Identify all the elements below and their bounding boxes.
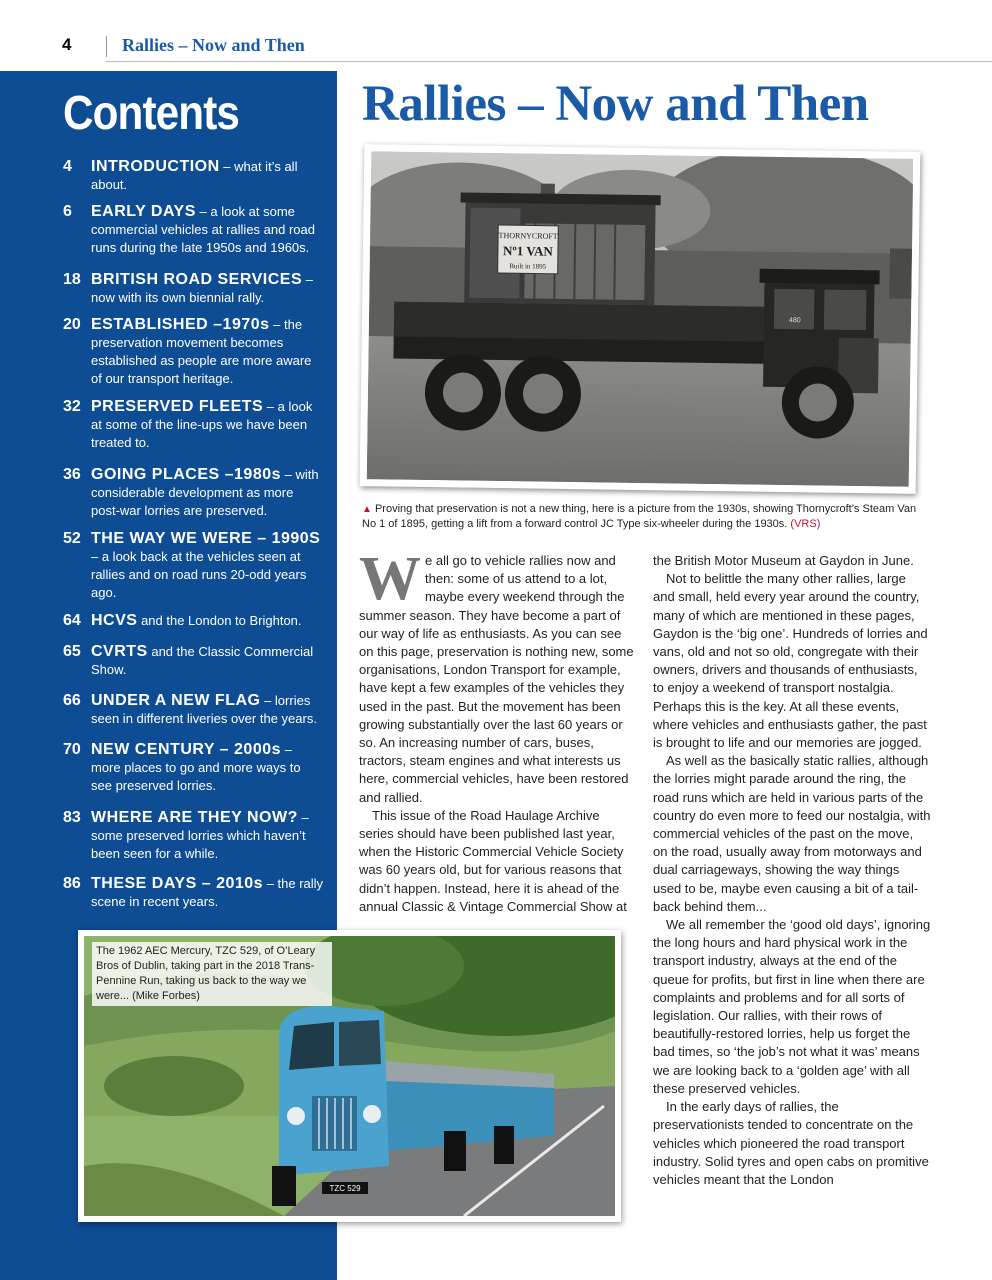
contents-item	[63, 397, 325, 452]
body-paragraph: In the early days of rallies, the preservationists tended to concentrate on the vehicles which pioneered the road transport industry. Solid tyres and open cabs on promitive vehicles meant that the London	[653, 1099, 929, 1187]
top-caption-credit: (VRS)	[790, 518, 821, 530]
contents-item-heading: UNDER A NEW FLAG	[91, 692, 261, 709]
contents-item-description: and the Classic Commercial Show.	[91, 644, 314, 677]
cab-number: 480	[788, 317, 801, 325]
contents-item	[63, 611, 325, 630]
top-photo-caption	[362, 502, 932, 531]
top-caption-text: Proving that preservation is not a new thing, here is a picture from the 1930s, showing Thornycroft’s Steam Van No 1 of 1895, getting a lift from a forward control JC Type six-wheeler during the 1930s.	[362, 503, 917, 530]
contents-item-page: 70	[63, 741, 81, 758]
contents-item-heading: NEW CENTURY – 2000s	[91, 741, 282, 758]
page-number: 4	[62, 35, 72, 54]
body-paragraph: We all remember the ‘good old days’, ignoring the long hours and hard physical work in the transport industry, always at the end of the queue for profits, but first in line when there are complaints and problems and for all sorts of legislation. Our rallies, with their rows of beautifully-restored lorries, help us forget the bad times, so ‘the job’s not what it was’ means we are looking back to a ‘golden age’ with all these preserved vehicles.	[653, 917, 931, 1096]
header-separator	[106, 36, 107, 57]
contents-item-heading: GOING PLACES –1980s	[91, 466, 282, 483]
contents-item-page: 32	[63, 398, 81, 415]
header-rule	[106, 61, 992, 62]
contents-item	[63, 874, 325, 911]
contents-item	[63, 157, 325, 194]
number-plate: TZC 529	[329, 1184, 361, 1193]
contents-item	[63, 202, 325, 257]
running-header	[0, 0, 992, 62]
article-title: Rallies – Now and Then	[362, 76, 869, 132]
contents-item-page: 66	[63, 692, 81, 709]
contents-item-description: and the London to Brighton.	[137, 613, 302, 628]
contents-item	[63, 270, 325, 307]
van-sign-line3: Built in 1895	[509, 262, 547, 271]
contents-item-page: 36	[63, 466, 81, 483]
thornycroft-lorry-image	[367, 151, 914, 487]
contents-item-heading: CVRTS	[91, 643, 148, 660]
contents-item-page: 64	[63, 612, 81, 629]
body-paragraph: As well as the basically static rallies, although the lorries might parade around the ring, the road runs which are held in various parts of the country do even more to feed our nostalgia, with commercial vehicles of the past on the move, on the road, usually away from motorways and dual carriageways, showing the way things used to be, maybe even causing a bit of a tail-back behind them...	[653, 753, 931, 914]
bottom-photo-caption: The 1962 AEC Mercury, TZC 529, of O’Leary Bros of Dublin, taking part in the 2018 Trans-Pennine Run, taking us back to the way we were... (Mike Forbes)	[92, 942, 332, 1006]
running-title: Rallies – Now and Then	[122, 35, 305, 55]
contents-item-heading: WHERE ARE THEY NOW?	[91, 809, 298, 826]
contents-list	[63, 157, 325, 919]
van-sign-line2: Nº1 VAN	[502, 243, 553, 259]
van-sign-line1: THORNYCROFT	[498, 231, 558, 241]
contents-item-heading: THE WAY WE WERE – 1990S	[91, 530, 321, 547]
body-paragraph: This issue of the Road Haulage Archive series should have been published last year, when the Historic Commercial Vehicle Society was 60 years old, but for various reasons that didn’t happen. Instead, here it is ahead of the annual Classic & Vintage Commercial Show at	[359, 807, 627, 914]
contents-title: Contents	[63, 87, 239, 140]
contents-item-description: – the preservation movement becomes established as people are more aware of our transport heritage.	[91, 317, 312, 386]
contents-item-heading: BRITISH ROAD SERVICES	[91, 271, 303, 288]
contents-item	[63, 691, 325, 728]
contents-item	[63, 529, 325, 602]
body-paragraph: We all go to vehicle rallies now and then: some of us attend to a lot, maybe every weekend through the summer season. They have become a part of our way of life as enthusiasts. As you can see on this page, preservation is nothing new, some organisations, London Transport for example, have kept a few examples of the vehicles they used in the past. But the movement has been growing substantially over the last 60 years or so. An increasing number of cars, buses, tractors, steam engines and what interests us here, commercial vehicles, have been restored and rallied.	[359, 545, 634, 805]
contents-item-heading: HCVS	[91, 612, 138, 629]
contents-item-description: – a look at some of the line-ups we have been treated to.	[91, 399, 313, 450]
contents-item	[63, 465, 325, 520]
body-paragraph: Not to belittle the many other rallies, large and small, held every year around the country, many of which are mentioned in these pages, Gaydon is the ‘big one’. Hundreds of lorries and vans, old and not so old, congregate with their owners, drivers and thousands of enthusiasts, to enjoy a weekend of transport nostalgia. Perhaps this is the key. At all these events, where vehicles and enthusiasts gather, the past is brought to life and our memories are jogged.	[653, 571, 928, 751]
contents-item-heading: EARLY DAYS	[91, 203, 196, 220]
contents-item-description: – some preserved lorries which haven’t been seen for a while.	[91, 810, 309, 861]
contents-item-heading: INTRODUCTION	[91, 158, 220, 175]
contents-item-description: – lorries seen in different liveries over the years.	[91, 693, 317, 726]
contents-item-description: – now with its own biennial rally.	[91, 272, 313, 305]
top-photo	[360, 144, 921, 494]
contents-item-description: – more places to go and more ways to see preserved lorries.	[91, 742, 301, 793]
contents-item-page: 52	[63, 530, 81, 547]
contents-item-description: – with considerable development as more post-war lorries are preserved.	[91, 467, 319, 518]
contents-item-page: 65	[63, 643, 81, 660]
contents-item-description: – a look back at the vehicles seen at rallies and on road runs 20-odd years ago.	[91, 549, 307, 600]
contents-item-description: – a look at some commercial vehicles at rallies and road runs during the late 1950s and 1960s.	[91, 204, 315, 255]
contents-item-page: 18	[63, 271, 81, 288]
body-column-1	[359, 545, 636, 916]
body-paragraph: the British Motor Museum at Gaydon in June.	[653, 553, 914, 568]
contents-item-heading: ESTABLISHED –1970s	[91, 316, 270, 333]
body-column-2	[653, 552, 931, 1189]
contents-item	[63, 808, 325, 863]
contents-item-page: 20	[63, 316, 81, 333]
drop-cap: W	[359, 545, 421, 613]
contents-item-page: 86	[63, 875, 81, 892]
contents-item-description: – the rally scene in recent years.	[91, 876, 324, 909]
contents-item-heading: PRESERVED FLEETS	[91, 398, 264, 415]
caption-arrow-icon: ▲	[362, 504, 372, 515]
contents-item	[63, 740, 325, 795]
contents-item-heading: THESE DAYS – 2010s	[91, 875, 264, 892]
contents-item-description: – what it’s all about.	[91, 159, 298, 192]
contents-item-page: 4	[63, 158, 72, 175]
contents-item-page: 83	[63, 809, 81, 826]
contents-item	[63, 315, 325, 388]
contents-item	[63, 642, 325, 679]
contents-item-page: 6	[63, 203, 72, 220]
